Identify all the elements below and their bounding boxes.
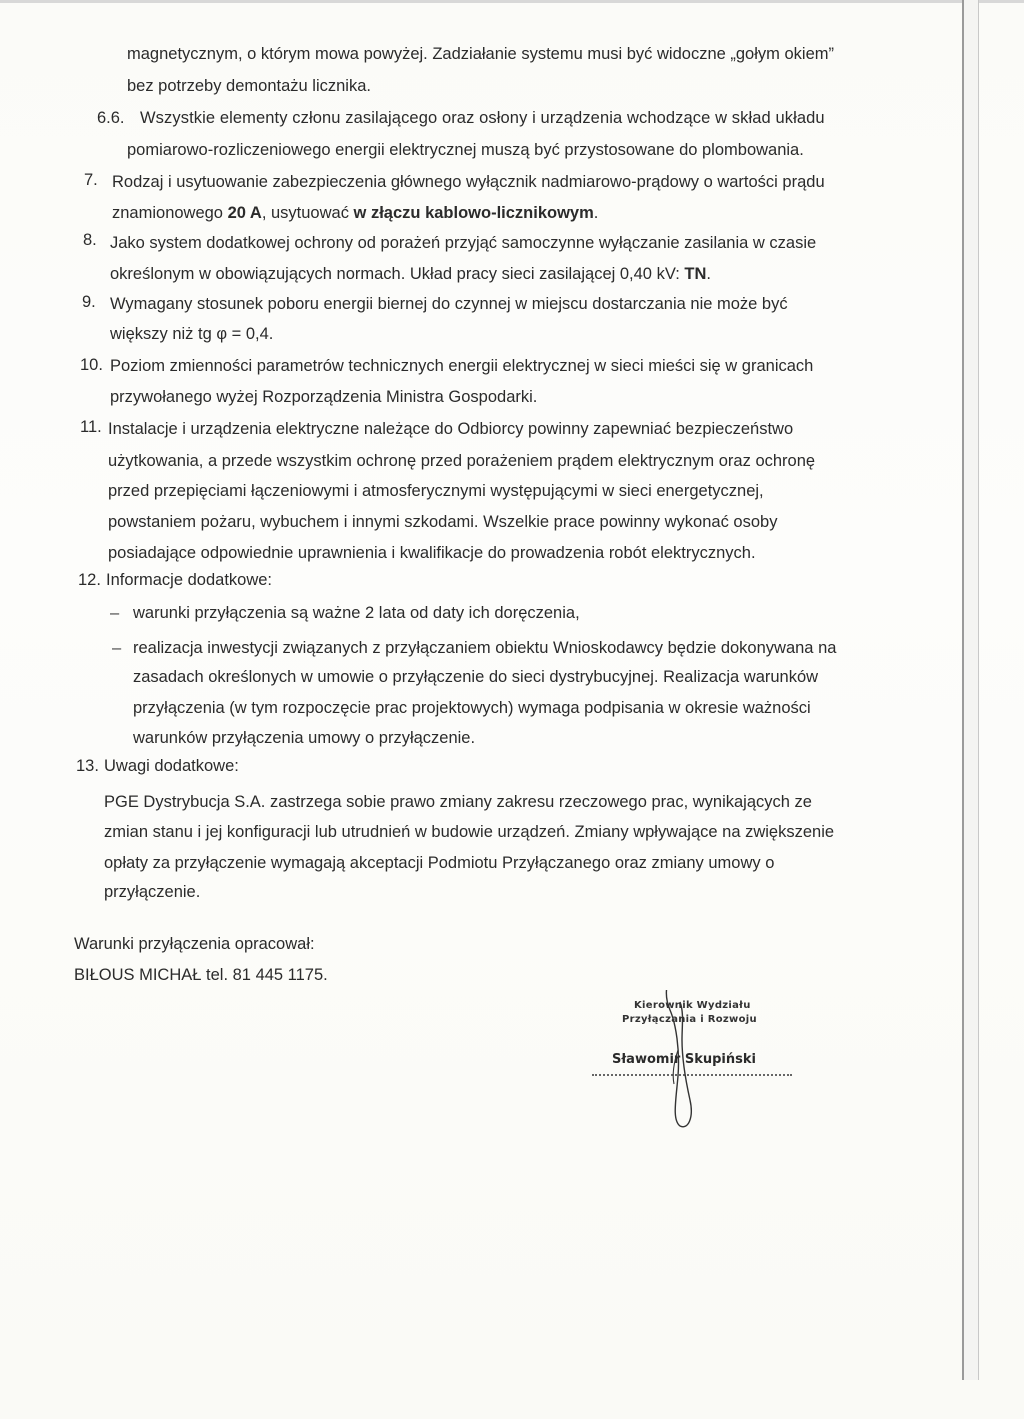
item-10-line-2: przywołanego wyżej Rozporządzenia Ministra Gospodarki.	[110, 388, 538, 406]
item-7-current-value: 20 A	[227, 204, 262, 222]
item-11-line-4: powstaniem pożaru, wybuchem i innymi szkodami. Wszelkie prace powinny wykonać osoby	[108, 513, 778, 531]
continuation-line-1	[127, 44, 913, 64]
item-6-6-line-2: pomiarowo-rozliczeniowego energii elektrycznej muszą być przystosowane do plombowania.	[127, 141, 804, 159]
stamp-name: Sławomir Skupiński	[612, 1052, 756, 1067]
item-number-9: 9.	[82, 293, 96, 311]
stamp-title-line-2: Przyłączania i Rozwoju	[622, 1014, 757, 1025]
item-number-7: 7.	[84, 171, 98, 189]
item-number-10: 10.	[80, 356, 103, 374]
item-12-bullet-2-line-1: realizacja inwestycji związanych z przyłączaniem obiektu Wnioskodawcy będzie dokonywana na	[133, 639, 837, 657]
handwritten-signature	[600, 990, 800, 1140]
item-9-line-1: Wymagany stosunek poboru energii biernej do czynnej w miejscu dostarczania nie może być	[110, 295, 788, 313]
bullet-dash-1: –	[110, 604, 120, 622]
item-number-6-6: 6.6.	[97, 109, 125, 127]
item-8-text-c: .	[706, 265, 711, 283]
item-6-6-line-1: Wszystkie elementy członu zasilającego oraz osłony i urządzenia wchodzące w skład układu	[140, 109, 825, 127]
stamp-title-line-1: Kierownik Wydziału	[634, 1000, 751, 1011]
item-11-line-1: Instalacje i urządzenia elektryczne należące do Odbiorcy powinny zapewniać bezpieczeństwo	[108, 420, 794, 438]
item-8-line-2	[110, 264, 711, 284]
item-11-line-3: przed przepięciami łączeniowymi i atmosferycznymi występującymi w sieci energetycznej,	[108, 482, 764, 500]
item-7-line-1: Rodzaj i usytuowanie zabezpieczenia głównego wyłącznik nadmiarowo-prądowy o wartości prądu	[112, 173, 825, 191]
item-13-line-4: przyłączenie.	[104, 883, 201, 901]
official-stamp	[600, 990, 800, 1140]
item-13-line-3: opłaty za przyłączenie wymagają akceptacji Podmiotu Przyłączanego oraz zmiany umowy o	[104, 854, 775, 872]
item-12-heading: Informacje dodatkowe:	[106, 571, 273, 589]
item-13-line-2: zmian stanu i jej konfiguracji lub utrudnień w budowie urządzeń. Zmiany wpływające na zwiększenie	[104, 823, 835, 841]
item-8-line-1: Jako system dodatkowej ochrony od porażeń przyjąć samoczynne wyłączanie zasilania w czasie	[110, 234, 817, 252]
continuation-line-2: bez potrzeby demontażu licznika.	[127, 77, 371, 95]
item-number-11: 11.	[80, 418, 102, 436]
item-9-line-2: większy niż tg φ = 0,4.	[110, 325, 274, 343]
page-right-edge	[962, 0, 979, 1380]
item-7-text-c: , usytuować	[261, 204, 354, 222]
item-13-line-1: PGE Dystrybucja S.A. zastrzega sobie prawo zmiany zakresu rzeczowego prac, wynikających ze	[104, 793, 812, 811]
item-10-line-1: Poziom zmienności parametrów technicznych energii elektrycznej w sieci mieści się w granicach	[110, 357, 814, 375]
prepared-by-name: BIŁOUS MICHAŁ tel. 81 445 1175.	[74, 966, 328, 984]
item-11-line-2: użytkowania, a przede wszystkim ochronę przed porażeniem prądem elektrycznym oraz ochronę	[108, 452, 816, 470]
item-7-location: w złączu kablowo-licznikowym	[353, 204, 594, 222]
item-number-13: 13.	[76, 757, 99, 775]
item-7-text-e: .	[593, 204, 599, 222]
item-12-bullet-1: warunki przyłączenia są ważne 2 lata od daty ich doręczenia,	[133, 604, 580, 622]
item-12-bullet-2-line-2: zasadach określonych w umowie o przyłączenie do sieci dystrybucyjnej. Realizacja warunków	[133, 668, 819, 686]
item-number-8: 8.	[83, 231, 97, 249]
prepared-by-label: Warunki przyłączenia opracował:	[74, 935, 315, 953]
page-top-edge	[0, 0, 1024, 3]
item-11-line-5: posiadające odpowiednie uprawnienia i kwalifikacje do prowadzenia robót elektrycznych.	[108, 544, 756, 562]
item-12-bullet-2-line-4: warunków przyłączenia umowy o przyłączenie.	[133, 729, 476, 747]
item-13-heading: Uwagi dodatkowe:	[104, 757, 239, 775]
item-8-network-type: TN	[684, 265, 707, 283]
item-number-12: 12.	[78, 571, 101, 589]
item-7-text-a: znamionowego	[112, 204, 228, 222]
item-12-bullet-2-line-3: przyłączenia (w tym rozpoczęcie prac projektowych) wymaga podpisania w okresie ważności	[133, 699, 811, 717]
item-8-text-a: określonym w obowiązujących normach. Układ pracy sieci zasilającej 0,40 kV:	[110, 265, 685, 283]
continuation-text-1: magnetycznym, o którym mowa powyżej. Zadziałanie systemu musi być widoczne „gołym okiem”	[127, 45, 834, 63]
item-7-line-2	[112, 203, 598, 223]
bullet-dash-2: –	[112, 639, 122, 657]
